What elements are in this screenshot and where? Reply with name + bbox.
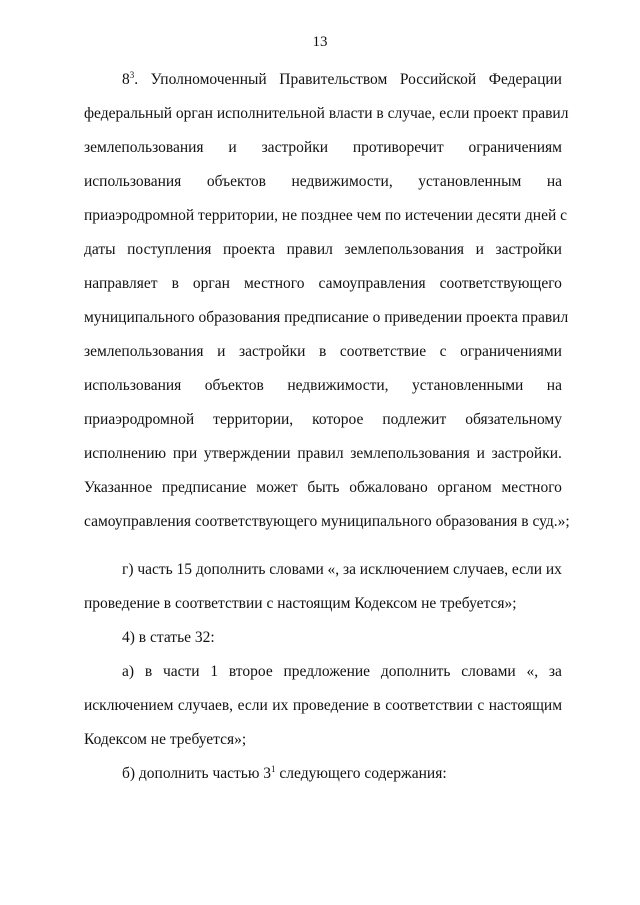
word: дополнить (380, 663, 451, 680)
word: часть (137, 561, 173, 578)
word: случаев, (177, 697, 234, 714)
word: их (272, 697, 289, 714)
text-line: приаэродромной территории, не позднее чем по истечении десяти дней с (84, 207, 568, 224)
word: Указанное (84, 479, 153, 496)
text-line: проведение в соответствии с настоящим Кодексом не требуется»; (84, 595, 517, 612)
word: г) (122, 561, 134, 578)
word: словами (269, 561, 324, 578)
word: и (476, 445, 485, 462)
word: при (172, 445, 198, 462)
word: если (237, 697, 268, 714)
word: использования (84, 173, 182, 190)
word: правил (286, 241, 333, 258)
word: застройки (239, 343, 306, 360)
word: ограничениями (460, 343, 562, 360)
word: недвижимости, (291, 173, 393, 190)
word: правил (297, 445, 344, 462)
text-line: самоуправления соответствующего муниципального образования в суд.»; (84, 513, 570, 530)
word: словами (461, 663, 516, 680)
word: 1 (210, 663, 219, 680)
word: использования (84, 377, 182, 394)
text-line: 4) в статье 32: (122, 629, 215, 646)
word: соответствующего (439, 275, 562, 292)
word: исключением (84, 697, 174, 714)
word: обязательному (465, 411, 562, 428)
word: землепользования (344, 241, 465, 258)
text-line (84, 478, 562, 512)
word: если (511, 561, 543, 578)
word: местного (244, 275, 305, 292)
word: и (217, 343, 226, 360)
word: 15 (176, 561, 193, 578)
word: направляет (84, 275, 158, 292)
word: на (546, 377, 562, 394)
text-line: Кодексом не требуется»; (84, 731, 247, 748)
word: быть (307, 479, 340, 496)
text-line (84, 172, 562, 206)
text-line (84, 138, 562, 172)
word: с (477, 697, 485, 714)
word: их (545, 561, 562, 578)
word: Уполномоченный (150, 71, 267, 88)
text-line (84, 444, 562, 478)
word: «, (327, 561, 340, 578)
word: обжаловано (349, 479, 428, 496)
word: дополнить (195, 561, 266, 578)
text-line (84, 662, 562, 696)
word: приаэродромной (84, 411, 195, 428)
word: в (319, 343, 327, 360)
word: на (546, 173, 562, 190)
word: второе (228, 663, 273, 680)
word: застройки. (491, 445, 562, 462)
word: объектов (206, 173, 266, 190)
word: подлежит (382, 411, 447, 428)
word: предложение (283, 663, 371, 680)
word: случаев, (452, 561, 509, 578)
word: соответствии (385, 697, 473, 714)
page-number: 13 (312, 34, 328, 50)
word: установленным (418, 173, 522, 190)
text-line (84, 560, 562, 594)
word: настоящим (488, 697, 562, 714)
word: а) (122, 663, 135, 680)
word: установленными (412, 377, 524, 394)
text-line (84, 342, 562, 376)
word: ограничениям (468, 139, 562, 156)
item-4 (84, 628, 562, 662)
text-line (84, 240, 562, 274)
paragraph-8-3 (84, 69, 570, 546)
word: и (228, 139, 237, 156)
word: застройки (261, 139, 329, 156)
word: орган (192, 275, 230, 292)
word: поступления (127, 241, 212, 258)
paragraph-number: $8^3$. (122, 69, 139, 88)
word: застройки (495, 241, 562, 258)
text-line (84, 376, 562, 410)
word: органом (437, 479, 492, 496)
text-line: федеральный орган исполнительной власти в случае, если проект правил (84, 105, 569, 122)
word: объектов (204, 377, 264, 394)
word: даты (84, 241, 116, 258)
item-a (84, 662, 562, 764)
item-g (84, 560, 562, 628)
word: проведение (292, 697, 369, 714)
word: с (439, 343, 447, 360)
word: противоречит (352, 139, 444, 156)
word: «, (526, 663, 539, 680)
word: в (373, 697, 381, 714)
word: Российской (399, 71, 477, 88)
word: которое (312, 411, 364, 428)
text-line: б) дополнить частью $3^1$ следующего содержания: (122, 763, 447, 782)
word: Правительством (279, 71, 388, 88)
word: предписание (161, 479, 247, 496)
word: может (256, 479, 298, 496)
text-line: муниципального образования предписание о приведении проекта правил (84, 309, 569, 326)
word: соответствие (339, 343, 427, 360)
word: части (162, 663, 200, 680)
word: и (475, 241, 484, 258)
word: недвижимости, (287, 377, 389, 394)
word: землепользования (84, 139, 204, 156)
word: территории, (213, 411, 294, 428)
word: исполнению (84, 445, 167, 462)
word: за (342, 561, 356, 578)
word: в (171, 275, 179, 292)
word: исключением (359, 561, 450, 578)
word: Федерации (488, 71, 562, 88)
text-line (84, 410, 562, 444)
word: самоуправления (318, 275, 426, 292)
word: местного (501, 479, 562, 496)
word: в (144, 663, 153, 680)
text-line (84, 696, 562, 730)
item-b (84, 764, 562, 798)
word: утверждении (203, 445, 291, 462)
word: землепользования (84, 343, 204, 360)
word: землепользования (350, 445, 470, 462)
text-line (84, 274, 562, 308)
text-line (84, 70, 562, 104)
word: за (548, 663, 562, 680)
word: проекта (222, 241, 276, 258)
